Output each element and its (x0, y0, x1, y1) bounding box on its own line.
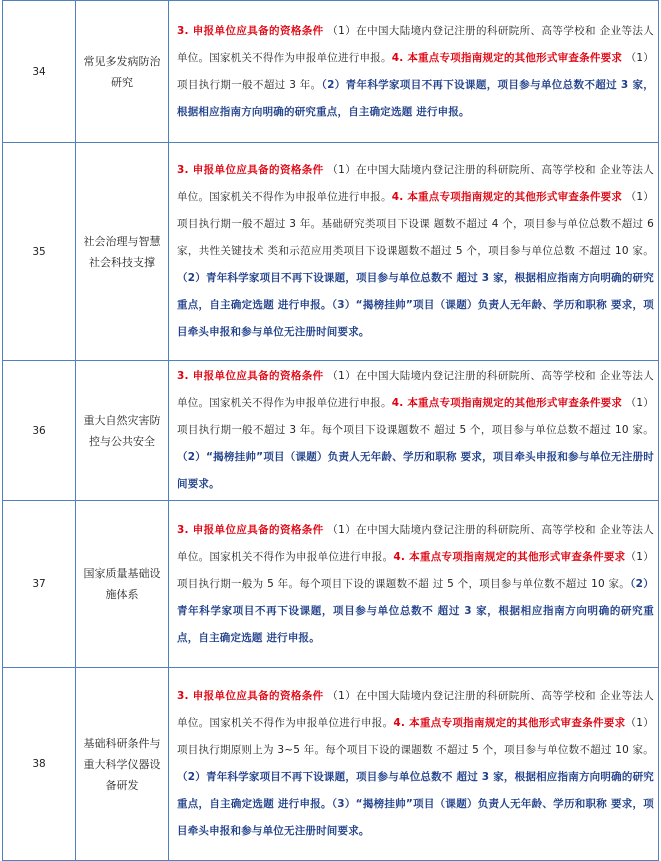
requirements-text (169, 143, 659, 361)
requirement-text: （1）在中国大陆境内登记注册的科研院所、高等学校和 企业等法人单位。国家机关不得作为申报单位进行申报。 (177, 690, 654, 729)
requirements-table-body (3, 1, 659, 861)
row-number: 38 (3, 668, 76, 861)
table-row (3, 1, 659, 143)
row-number: 35 (3, 143, 76, 361)
program-name: 社会治理与智慧社会科技支撑 (76, 143, 169, 361)
section-heading: 4. 本重点专项指南规定的其他形式审查条件要求 (393, 550, 626, 563)
highlighted-requirement: （2）青年科学家项目不再下设课题，项目参与单位总数不 超过 3 家，根据相应指南方向明确的研究重点，自主确定选题 进行申报。（3）“揭榜挂帅”项目（课题）负责人无年龄、学历和职称 要求，项目牵头申报和参与单位无注册时间要求。 (177, 771, 654, 837)
requirements-text (169, 1, 659, 143)
section-heading: 4. 本重点专项指南规定的其他形式审查条件要求 (393, 717, 626, 729)
program-name: 常见多发病防治研究 (76, 1, 169, 143)
requirements-text (169, 361, 659, 501)
program-name: 国家质量基础设施体系 (76, 501, 169, 668)
highlighted-requirement: （2）“揭榜挂帅”项目（课题）负责人无年龄、学历和职称 要求，项目牵头申报和参与单位无注册时间要求。 (177, 451, 654, 490)
section-heading: 3. 申报单位应具备的资格条件 (177, 370, 324, 382)
section-heading: 4. 本重点专项指南规定的其他形式审查条件要求 (391, 397, 623, 409)
requirement-text: （1）在中国大陆境内登记注册的科研院所、高等学校和 企业等法人单位。国家机关不得作为申报单位进行申报。 (177, 24, 654, 64)
requirements-text (169, 668, 659, 861)
section-heading: 3. 申报单位应具备的资格条件 (177, 164, 324, 176)
table-row (3, 361, 659, 501)
highlighted-requirement: （2）青年科学家项目不再下设课题，项目参与单位总数不超过 3 家，根据相应指南方向明确的研究重点，自主确定选题 进行申报。 (177, 78, 654, 118)
section-heading: 3. 申报单位应具备的资格条件 (177, 24, 324, 37)
program-name: 重大自然灾害防控与公共安全 (76, 361, 169, 501)
section-heading: 4. 本重点专项指南规定的其他形式审查条件要求 (391, 51, 623, 64)
row-number: 34 (3, 1, 76, 143)
section-heading: 4. 本重点专项指南规定的其他形式审查条件要求 (391, 191, 623, 203)
requirement-text: （1）项目执行期原则上为 3~5 年。每个项目下设的课题数 不超过 5 个，项目参与单位数不超过 10 家。 (177, 717, 655, 756)
row-number: 36 (3, 361, 76, 501)
requirement-text: （1）项目执行期一般不超过 3 年。 (177, 51, 654, 91)
section-heading: 3. 申报单位应具备的资格条件 (177, 523, 324, 536)
requirement-text: （1）在中国大陆境内登记注册的科研院所、高等学校和 企业等法人单位。国家机关不得作为申报单位进行申报。 (177, 164, 654, 203)
requirements-table (2, 0, 659, 861)
table-row (3, 143, 659, 361)
requirement-text: （1）项目执行期一般不超过 3 年。每个项目下设课题数不 超过 5 个，项目参与单位总数不超过 10 家。 (177, 397, 654, 436)
highlighted-requirement: （2）青年科学家项目不再下设课题，项目参与单位总数不 超过 3 家，根据相应指南方向明确的研究重点，自主确定选题 进行申报。 (177, 577, 655, 644)
requirement-text: （1）在中国大陆境内登记注册的科研院所、高等学校和 企业等法人单位。国家机关不得作为申报单位进行申报。 (177, 523, 654, 563)
table-row (3, 501, 659, 668)
row-number: 37 (3, 501, 76, 668)
requirement-text: （1）项目执行期一般为 5 年。每个项目下设的课题数不超 过 5 个，项目参与单位数不超过 10 家。 (177, 550, 655, 590)
table-row (3, 668, 659, 861)
requirement-text: （1）在中国大陆境内登记注册的科研院所、高等学校和 企业等法人单位。国家机关不得作为申报单位进行申报。 (177, 370, 654, 409)
program-name: 基础科研条件与重大科学仪器设备研发 (76, 668, 169, 861)
requirement-text: （1）项目执行期一般不超过 3 年。基础研究类项目下设课 题数不超过 4 个，项目参与单位总数不超过 6 家，共性关键技术 类和示范应用类项目下设课题数不超过 5 个，项目参与单位总数 不超过 10 家。 (177, 191, 654, 257)
section-heading: 3. 申报单位应具备的资格条件 (177, 690, 324, 702)
requirements-text (169, 501, 659, 668)
highlighted-requirement: （2）青年科学家项目不再下设课题，项目参与单位总数不 超过 3 家，根据相应指南方向明确的研究重点，自主确定选题 进行申报。（3）“揭榜挂帅”项目（课题）负责人无年龄、学历和职称 要求，项目牵头申报和参与单位无注册时间要求。 (177, 272, 654, 338)
